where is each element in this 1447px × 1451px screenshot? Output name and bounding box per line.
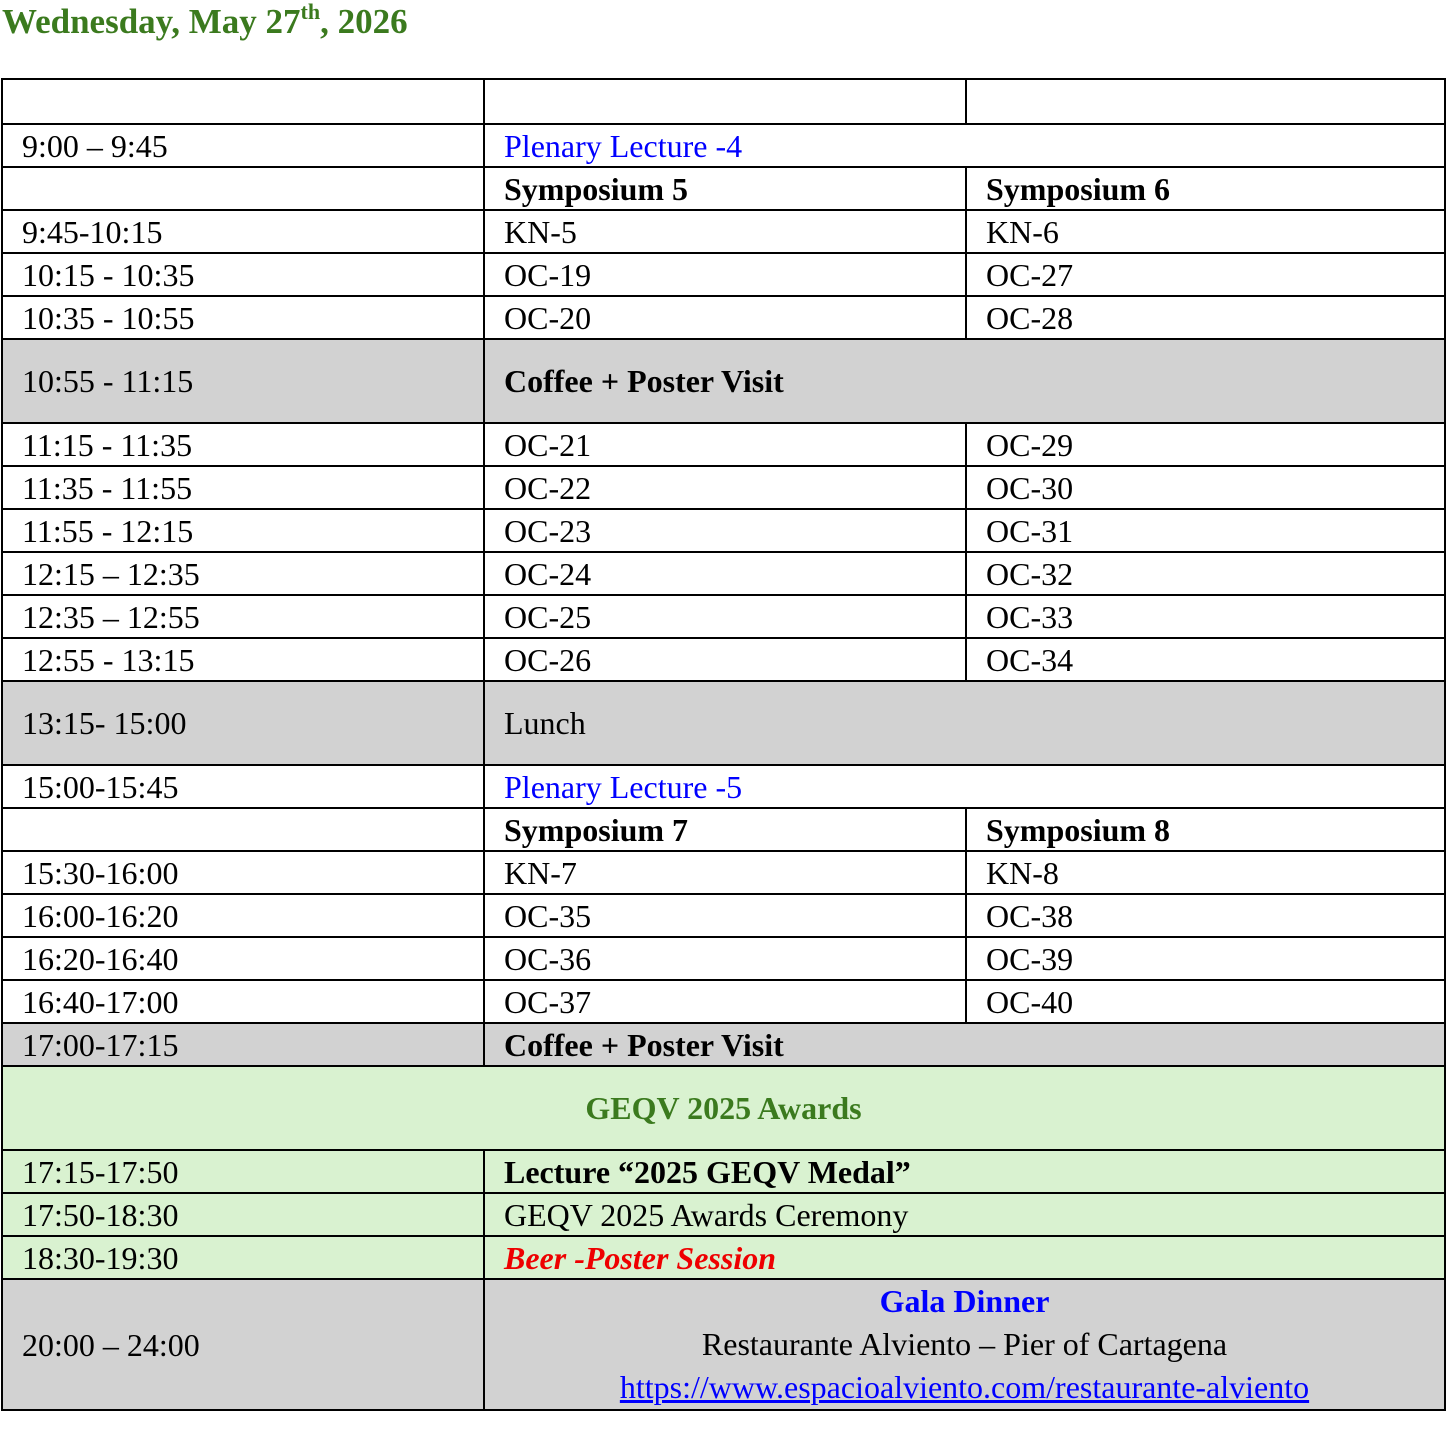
symposium-7-heading: Symposium 7 [484, 808, 966, 851]
beer-poster-session-row [2, 1236, 1445, 1279]
table-row [2, 509, 1445, 552]
session-cell: KN-5 [484, 210, 966, 253]
time-cell: 11:35 - 11:55 [2, 466, 484, 509]
symposium-8-heading: Symposium 8 [966, 808, 1445, 851]
coffee-break-row [2, 339, 1445, 423]
time-cell: 16:40-17:00 [2, 980, 484, 1023]
time-cell: 17:00-17:15 [2, 1023, 484, 1066]
lunch-label: Lunch [484, 681, 1445, 765]
session-cell: OC-36 [484, 937, 966, 980]
medal-lecture-label: Lecture “2025 GEQV Medal” [484, 1150, 1445, 1193]
restaurant-link[interactable]: https://www.espacioalviento.com/restaurante-alviento [619, 1369, 1310, 1405]
table-header-row [2, 79, 1445, 124]
gala-dinner-venue: Restaurante Alviento – Pier of Cartagena [701, 1326, 1228, 1362]
coffee-break-label: Coffee + Poster Visit [484, 1023, 1445, 1066]
beer-poster-session-label: Beer -Poster Session [484, 1236, 1445, 1279]
time-cell: 17:15-17:50 [2, 1150, 484, 1193]
table-row [2, 980, 1445, 1023]
table-row [2, 638, 1445, 681]
header-cell [2, 79, 484, 124]
session-cell: OC-25 [484, 595, 966, 638]
session-cell: OC-19 [484, 253, 966, 296]
schedule-table [1, 78, 1446, 1411]
time-cell: 15:30-16:00 [2, 851, 484, 894]
time-cell: 16:00-16:20 [2, 894, 484, 937]
gala-dinner-title: Gala Dinner [879, 1283, 1050, 1319]
table-row [2, 253, 1445, 296]
session-cell: KN-8 [966, 851, 1445, 894]
session-cell: OC-40 [966, 980, 1445, 1023]
coffee-break-label: Coffee + Poster Visit [484, 339, 1445, 423]
page-title [2, 0, 408, 44]
awards-heading: GEQV 2025 Awards [2, 1066, 1445, 1150]
time-cell: 16:20-16:40 [2, 937, 484, 980]
time-cell: 18:30-19:30 [2, 1236, 484, 1279]
gala-dinner-cell [484, 1279, 1445, 1410]
plenary-lecture-5: Plenary Lecture -5 [484, 765, 1445, 808]
session-cell: OC-28 [966, 296, 1445, 339]
time-cell: 12:15 – 12:35 [2, 552, 484, 595]
table-row [2, 466, 1445, 509]
session-cell: KN-7 [484, 851, 966, 894]
title-year: , 2026 [320, 2, 408, 41]
time-cell: 10:55 - 11:15 [2, 339, 484, 423]
session-cell: OC-31 [966, 509, 1445, 552]
table-row [2, 595, 1445, 638]
session-cell: OC-22 [484, 466, 966, 509]
table-row [2, 552, 1445, 595]
session-cell: OC-23 [484, 509, 966, 552]
table-row [2, 894, 1445, 937]
symposium-6-heading: Symposium 6 [966, 167, 1445, 210]
session-cell: OC-37 [484, 980, 966, 1023]
session-cell: OC-30 [966, 466, 1445, 509]
session-cell: OC-24 [484, 552, 966, 595]
time-cell: 11:15 - 11:35 [2, 423, 484, 466]
session-cell: OC-29 [966, 423, 1445, 466]
plenary-lecture-4: Plenary Lecture -4 [484, 124, 1445, 167]
session-cell: OC-20 [484, 296, 966, 339]
time-cell: 11:55 - 12:15 [2, 509, 484, 552]
table-row [2, 851, 1445, 894]
session-cell: KN-6 [966, 210, 1445, 253]
session-cell: OC-32 [966, 552, 1445, 595]
coffee-break-row [2, 1023, 1445, 1066]
awards-ceremony-label: GEQV 2025 Awards Ceremony [484, 1193, 1445, 1236]
session-cell: OC-21 [484, 423, 966, 466]
table-row [2, 937, 1445, 980]
time-cell: 17:50-18:30 [2, 1193, 484, 1236]
symposia-header-row [2, 167, 1445, 210]
header-cell [484, 79, 966, 124]
session-cell: OC-35 [484, 894, 966, 937]
time-cell: 10:15 - 10:35 [2, 253, 484, 296]
time-cell: 13:15- 15:00 [2, 681, 484, 765]
table-row [2, 296, 1445, 339]
session-cell: OC-39 [966, 937, 1445, 980]
session-cell: OC-27 [966, 253, 1445, 296]
time-cell: 12:55 - 13:15 [2, 638, 484, 681]
session-cell: OC-34 [966, 638, 1445, 681]
awards-ceremony-row [2, 1193, 1445, 1236]
time-cell: 12:35 – 12:55 [2, 595, 484, 638]
time-cell [2, 808, 484, 851]
time-cell: 10:35 - 10:55 [2, 296, 484, 339]
awards-header-row [2, 1066, 1445, 1150]
medal-lecture-row [2, 1150, 1445, 1193]
title-ordinal-suffix: th [300, 0, 321, 24]
header-cell [966, 79, 1445, 124]
gala-dinner-row [2, 1279, 1445, 1410]
time-cell: 9:45-10:15 [2, 210, 484, 253]
plenary-lecture-4-row [2, 124, 1445, 167]
table-row [2, 423, 1445, 466]
session-cell: OC-26 [484, 638, 966, 681]
symposium-5-heading: Symposium 5 [484, 167, 966, 210]
time-cell: 15:00-15:45 [2, 765, 484, 808]
time-cell: 9:00 – 9:45 [2, 124, 484, 167]
table-row [2, 210, 1445, 253]
time-cell [2, 167, 484, 210]
session-cell: OC-33 [966, 595, 1445, 638]
symposia-header-row [2, 808, 1445, 851]
plenary-lecture-5-row [2, 765, 1445, 808]
title-day: Wednesday, May 27 [2, 2, 301, 41]
time-cell: 20:00 – 24:00 [2, 1279, 484, 1410]
session-cell: OC-38 [966, 894, 1445, 937]
lunch-row [2, 681, 1445, 765]
